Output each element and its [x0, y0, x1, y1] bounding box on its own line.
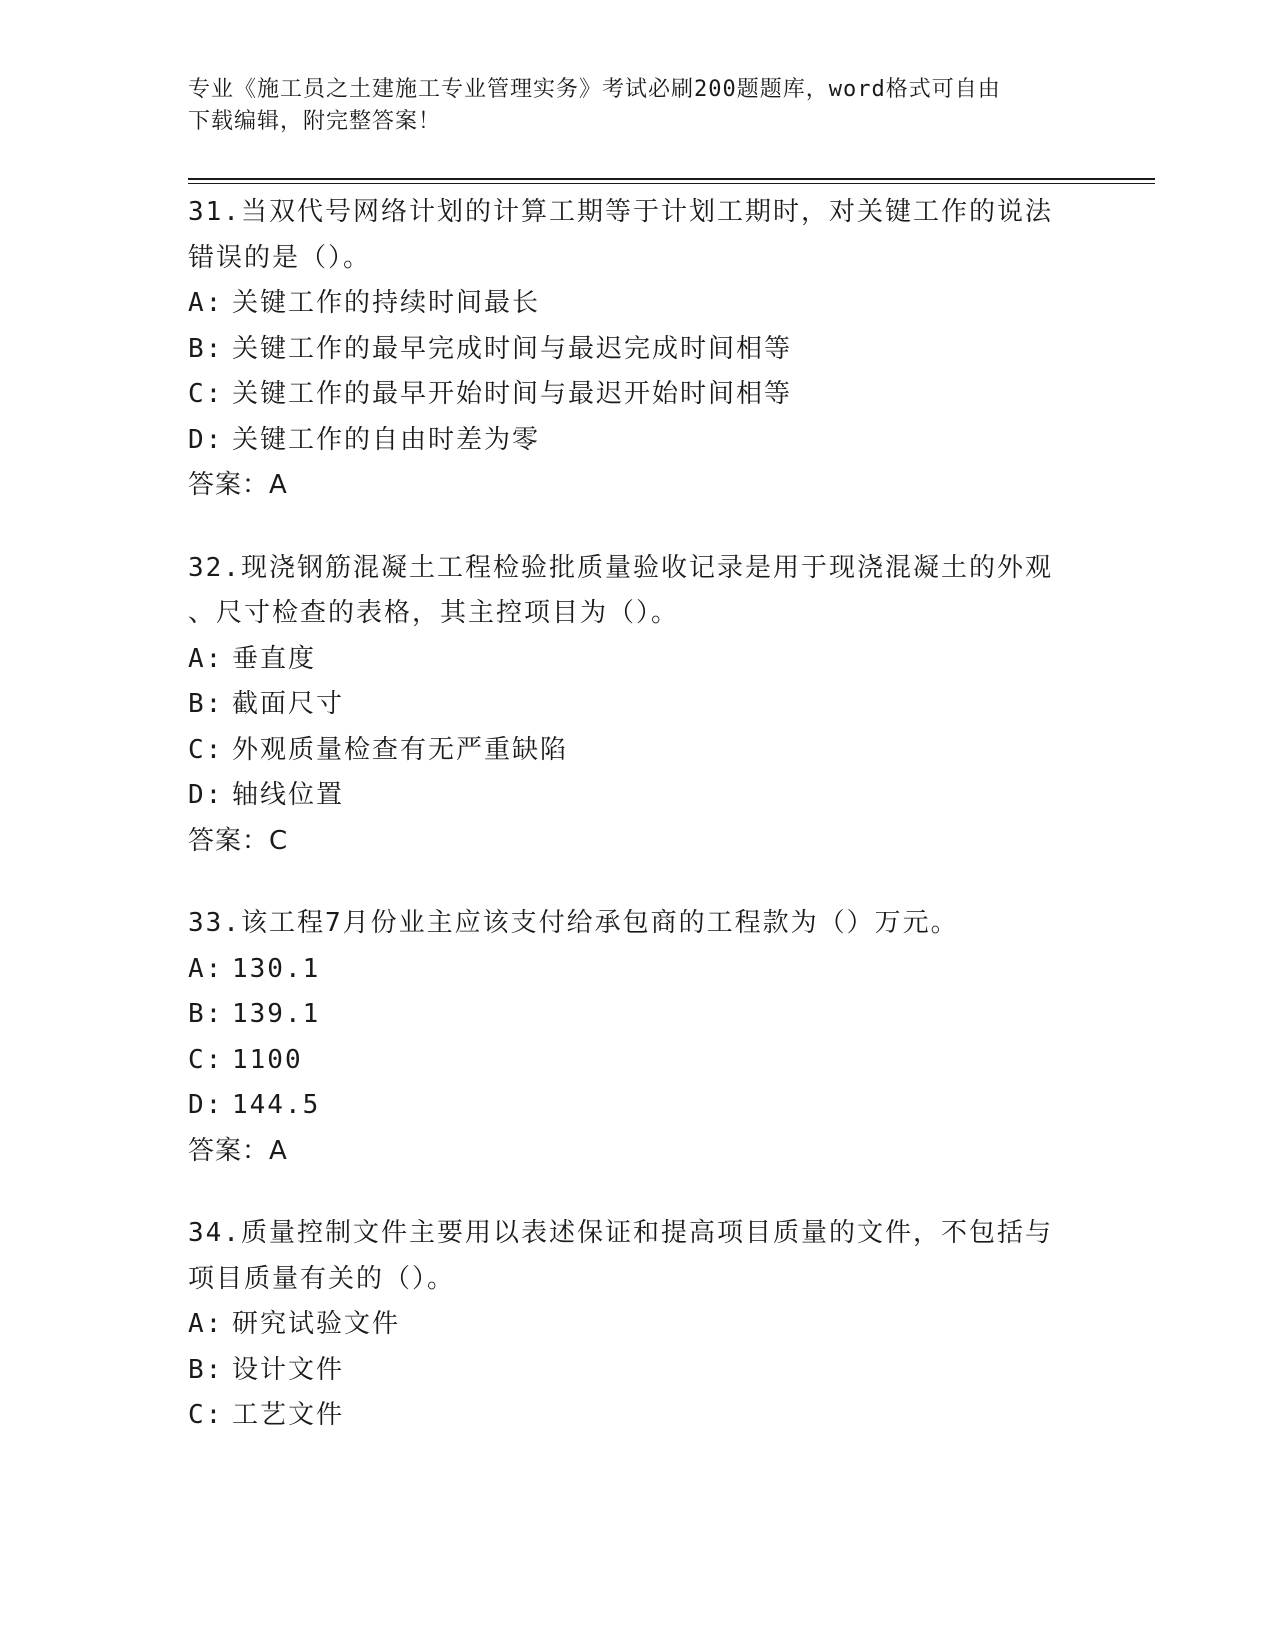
- option-text: 1100: [232, 1044, 303, 1075]
- option-letter: A:: [188, 288, 224, 318]
- answer-option: [188, 281, 1088, 327]
- question-stem-line: 34.质量控制文件主要用以表述保证和提高项目质量的文件，不包括与: [188, 1218, 1053, 1248]
- question-block: [188, 190, 1088, 509]
- answer-option: [188, 1348, 1088, 1394]
- option-letter: B:: [188, 1354, 224, 1385]
- answer-option: [188, 1083, 1088, 1129]
- option-text: 垂直度: [232, 643, 317, 674]
- question-stem-line: 31.当双代号网络计划的计算工期等于计划工期时，对关键工作的说法: [188, 197, 1053, 227]
- answer-option: [188, 1302, 1088, 1348]
- option-text: 144.5: [232, 1090, 321, 1120]
- option-letter: A:: [188, 953, 224, 984]
- header-line-1: 专业《施工员之土建施工专业管理实务》考试必刷200题题库，word格式可自由: [188, 77, 1001, 102]
- question-stem: [188, 546, 1088, 637]
- option-letter: B:: [188, 689, 224, 719]
- option-letter: C:: [188, 379, 224, 409]
- option-text: 研究试验文件: [232, 1309, 401, 1339]
- question-stem-line: 33.该工程7月份业主应该支付给承包商的工程款为（）万元。: [188, 908, 959, 938]
- option-letter: A:: [188, 643, 224, 674]
- header-divider-thick: [188, 178, 1155, 180]
- header-divider-thin: [188, 183, 1155, 184]
- answer-option: [188, 327, 1088, 373]
- option-text: 关键工作的最早开始时间与最迟开始时间相等: [232, 379, 793, 409]
- question-list: [188, 190, 1088, 1476]
- answer-option: [188, 372, 1088, 418]
- answer-option: [188, 418, 1088, 464]
- answer-key: 答案：A: [188, 470, 288, 500]
- option-text: 关键工作的持续时间最长: [232, 288, 541, 318]
- option-letter: A:: [188, 1309, 224, 1339]
- question-stem-line: 32.现浇钢筋混凝土工程检验批质量验收记录是用于现浇混凝土的外观: [188, 552, 1053, 583]
- option-text: 轴线位置: [232, 780, 345, 810]
- answer-option: [188, 682, 1088, 728]
- question-stem: [188, 190, 1088, 281]
- question-stem: [188, 901, 1088, 947]
- option-letter: B:: [188, 333, 224, 364]
- header-line-2: 下载编辑，附完整答案！: [188, 109, 442, 134]
- answer-option: [188, 728, 1088, 774]
- option-letter: B:: [188, 999, 224, 1029]
- question-block: [188, 1211, 1088, 1439]
- option-text: 关键工作的最早完成时间与最迟完成时间相等: [232, 333, 793, 364]
- option-text: 130.1: [232, 953, 321, 984]
- option-text: 外观质量检查有无严重缺陷: [232, 734, 569, 765]
- option-letter: D:: [188, 1090, 224, 1120]
- answer-option: [188, 947, 1088, 993]
- option-letter: D:: [188, 780, 224, 810]
- question-stem-line: 错误的是（）。: [188, 242, 372, 273]
- question-block: [188, 546, 1088, 865]
- option-text: 139.1: [232, 999, 321, 1029]
- option-letter: C:: [188, 1400, 224, 1430]
- question-stem-line: 项目质量有关的（）。: [188, 1263, 456, 1294]
- answer-option: [188, 1038, 1088, 1084]
- document-header: [188, 74, 1068, 138]
- option-letter: C:: [188, 1044, 224, 1075]
- option-text: 关键工作的自由时差为零: [232, 424, 541, 455]
- option-text: 工艺文件: [232, 1400, 345, 1430]
- answer-option: [188, 992, 1088, 1038]
- option-letter: D:: [188, 424, 224, 455]
- answer-key: 答案：A: [188, 1135, 288, 1166]
- question-block: [188, 901, 1088, 1174]
- answer-option: [188, 773, 1088, 819]
- option-text: 截面尺寸: [232, 689, 345, 719]
- option-letter: C:: [188, 734, 224, 765]
- answer-option: [188, 637, 1088, 683]
- question-stem: [188, 1211, 1088, 1302]
- question-stem-line: 、尺寸检查的表格，其主控项目为（）。: [188, 598, 680, 628]
- option-text: 设计文件: [232, 1354, 345, 1385]
- answer-key: 答案：C: [188, 825, 289, 856]
- answer-option: [188, 1393, 1088, 1439]
